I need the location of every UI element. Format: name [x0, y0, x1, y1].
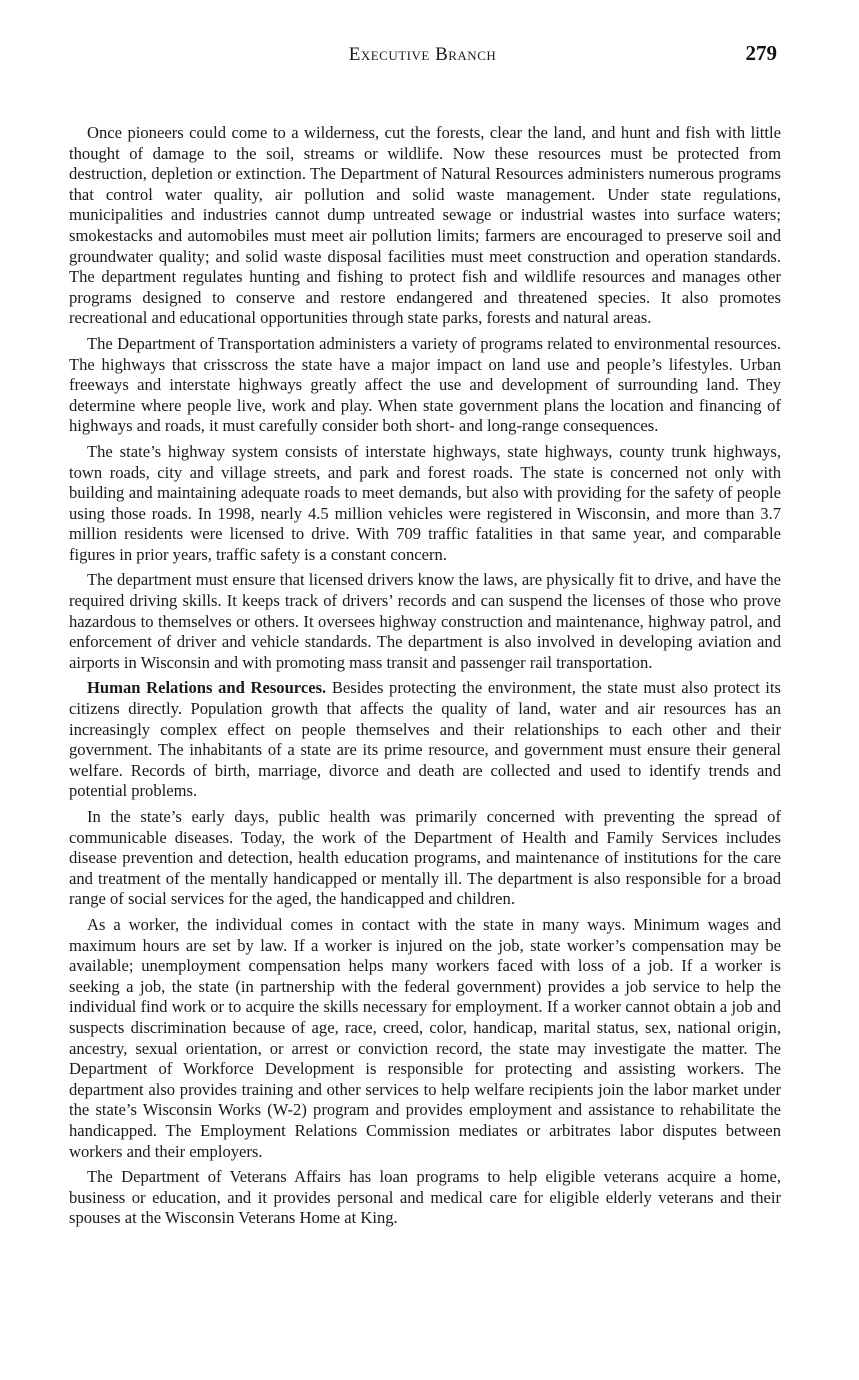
paragraph-text: The Department of Transportation administers a variety of programs related to environmental resources. The highways that crisscross the state have a major impact on land use and people’s lifestyles. Urban freeways and interstate highways greatly affect the use and development of surrounding land. They determine where people live, work and play. When state government plans the location and financing of highways and roads, it must carefully consider both short- and long-range consequences. — [69, 333, 781, 436]
paragraph-veterans — [69, 1167, 781, 1229]
paragraph-public-health — [69, 807, 781, 910]
paragraph-text: Besides protecting the environment, the state must also protect its citizens directly. Population growth that affects the quality of land, water and air resources has an increasingly complex effect on people themselves and their relationships to each other and their government. The inhabitants of a state are its prime resource, and government must ensure their general welfare. Records of birth, marriage, divorce and death are collected and used to identify trends and potential problems. — [69, 678, 781, 801]
paragraph-text: Once pioneers could come to a wilderness, cut the forests, clear the land, and hunt and fish with little thought of damage to the soil, streams or wildlife. Now these resources must be protected from destruction, depletion or extinction. The Department of Natural Resources administers numerous programs that control water quality, air pollution and solid waste management. Under state regulations, municipalities and industries cannot dump untreated sewage or industrial wastes into surface waters; smokestacks and automobiles must meet air pollution limits; farmers are encouraged to preserve soil and groundwater quality; and solid waste disposal facilities must meet construction and operation standards. The department regulates hunting and fishing to protect fish and wildlife resources and manages other programs designed to conserve and restore endangered and threatened species. It also promotes recreational and educational opportunities through state parks, forests and natural areas. — [69, 123, 781, 328]
running-header — [0, 41, 859, 72]
paragraph-workers — [69, 915, 781, 1162]
body-text — [69, 123, 781, 1234]
paragraph-text: The state’s highway system consists of interstate highways, state highways, county trunk highways, town roads, city and village streets, and park and forest roads. The state is concerned not only with building and maintaining adequate roads to meet demands, but also with providing for the safety of people using those roads. In 1998, nearly 4.5 million vehicles were registered in Wisconsin, and more than 3.7 million residents were licensed to drive. With 709 traffic fatalities in that same year, and comparable figures in prior years, traffic safety is a constant concern. — [69, 441, 781, 564]
paragraph-transportation — [69, 334, 781, 437]
section-title: Executive Branch — [348, 44, 497, 65]
paragraph-highway-system — [69, 442, 781, 566]
paragraph-text: The Department of Veterans Affairs has loan programs to help eligible veterans acquire a home, business or education, and it provides personal and medical care for eligible elderly veterans and their spouses at the Wisconsin Veterans Home at King. — [69, 1167, 781, 1228]
paragraph-human-relations — [69, 678, 781, 802]
paragraph-text: In the state’s early days, public health was primarily concerned with preventing the spread of communicable diseases. Today, the work of the Department of Health and Family Services includes disease prevention and detection, health education programs, and maintenance of institutions for the care and treatment of the mentally handicapped or mentally ill. The department is also responsible for a broad range of social services for the aged, the handicapped and children. — [69, 807, 781, 909]
section-heading: Human Relations and Resources. — [87, 678, 327, 698]
paragraph-text: The department must ensure that licensed drivers know the laws, are physically fit to drive, and have the required driving skills. It keeps track of drivers’ records and can suspend the licenses of those who prove hazardous to themselves or others. It oversees highway construction and maintenance, highway patrol, and enforcement of driver and vehicle standards. The department is also involved in developing aviation and airports in Wisconsin and with promoting mass transit and passenger rail transportation. — [69, 570, 781, 672]
page-number: 279 — [745, 41, 777, 65]
paragraph-natural-resources — [69, 123, 781, 329]
paragraph-text: As a worker, the individual comes in contact with the state in many ways. Minimum wages and maximum hours are set by law. If a worker is injured on the job, state worker’s compensation may be available; unemployment compensation helps many workers faced with loss of a job. If a worker is seeking a job, the state (in partnership with the federal government) provides a job service to help the individual find work or to acquire the skills necessary for employment. If a worker cannot obtain a job and suspects discrimination because of age, race, creed, color, handicap, marital status, sex, national origin, ancestry, sexual orientation, or arrest or conviction record, the state may investigate the matter. The Department of Workforce Development is responsible for protecting and assisting workers. The department also provides training and other services to help welfare recipients join the labor market under the state’s Wisconsin Works (W-2) program and provides employment and assistance to rehabilitate the handicapped. The Employment Relations Commission mediates or arbitrates labor disputes between workers and their employers. — [69, 914, 781, 1161]
paragraph-drivers — [69, 570, 781, 673]
